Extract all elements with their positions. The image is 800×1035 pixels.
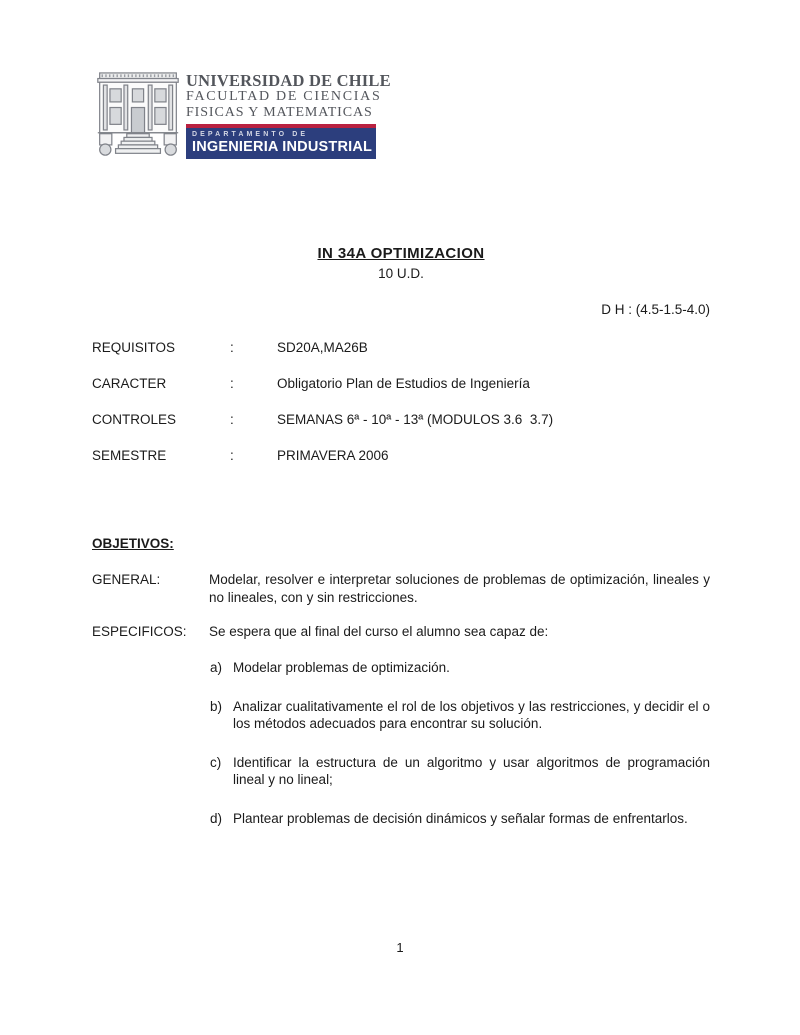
- objective-general-row: [92, 571, 710, 607]
- info-label: CARACTER: [92, 376, 167, 391]
- objectives-heading: OBJETIVOS:: [92, 536, 174, 551]
- course-info-table: [92, 341, 710, 485]
- list-item: [210, 698, 710, 733]
- department-banner: [186, 124, 376, 159]
- list-item: [210, 659, 710, 677]
- title-block: [92, 246, 710, 281]
- info-separator: :: [230, 412, 234, 427]
- list-item-marker: c): [210, 754, 222, 770]
- list-item-text: Identificar la estructura de un algoritmo y usar algoritmos de programación lineal y no lineal;: [233, 754, 710, 787]
- info-row-requisitos: [92, 341, 710, 355]
- info-value: SEMANAS 6ª - 10ª - 13ª (MODULOS 3.6 3.7): [277, 412, 554, 427]
- objectives-list: [210, 659, 710, 848]
- general-label: GENERAL:: [92, 572, 161, 587]
- info-value: Obligatorio Plan de Estudios de Ingeniería: [277, 376, 530, 391]
- list-item: [210, 810, 710, 828]
- list-item-text: Modelar problemas de optimización.: [233, 660, 450, 675]
- info-row-semestre: [92, 449, 710, 463]
- department-name: INGENIERIA INDUSTRIAL: [192, 139, 373, 155]
- general-text: Modelar, resolver e interpretar soluciones de problemas de optimización, lineales y no lineales, con y sin restricciones.: [209, 572, 710, 605]
- info-row-controles: [92, 413, 710, 427]
- course-hours: D H : (4.5-1.5-4.0): [601, 302, 710, 317]
- list-item-marker: b): [210, 698, 223, 714]
- university-logo-text: [186, 70, 391, 159]
- list-item-marker: a): [210, 660, 223, 675]
- course-credits: 10 U.D.: [378, 266, 424, 281]
- info-value: PRIMAVERA 2006: [277, 448, 389, 463]
- specific-label: ESPECIFICOS:: [92, 624, 187, 639]
- list-item-text: Analizar cualitativamente el rol de los objetivos y las restricciones, y decidir el o los métodos adecuados para encontrar su solución.: [233, 698, 710, 731]
- specific-intro: Se espera que al final del curso el alumno sea capaz de:: [209, 624, 549, 639]
- university-building-icon: [95, 70, 181, 160]
- faculty-name-line1: FACULTAD DE CIENCIAS: [186, 89, 382, 104]
- info-separator: :: [230, 340, 234, 355]
- department-label: DEPARTAMENTO DE: [192, 131, 309, 138]
- info-label: REQUISITOS: [92, 340, 176, 355]
- info-row-caracter: [92, 377, 710, 391]
- objective-specific-row: [92, 623, 710, 641]
- university-logo: [95, 70, 391, 160]
- university-name: UNIVERSIDAD DE CHILE: [186, 71, 391, 90]
- list-item-text: Plantear problemas de decisión dinámicos y señalar formas de enfrentarlos.: [233, 810, 688, 826]
- info-separator: :: [230, 448, 234, 463]
- list-item-marker: d): [210, 810, 223, 826]
- faculty-name-line2: FISICAS Y MATEMATICAS: [186, 104, 373, 120]
- list-item: [210, 754, 710, 789]
- info-separator: :: [230, 376, 234, 391]
- info-label: SEMESTRE: [92, 448, 167, 463]
- info-label: CONTROLES: [92, 412, 177, 427]
- info-value: SD20A,MA26B: [277, 340, 368, 355]
- course-title: IN 34A OPTIMIZACION: [317, 245, 485, 262]
- page-number: 1: [396, 940, 404, 955]
